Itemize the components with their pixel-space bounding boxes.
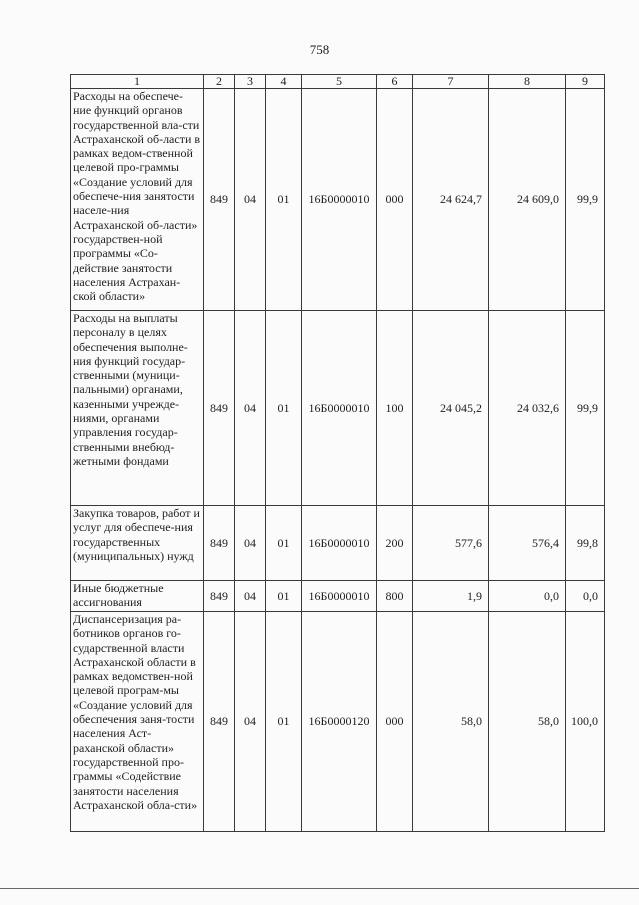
row-name: Иные бюджетные ассигнования — [71, 581, 204, 612]
row-name: Диспансеризация ра-ботников органов го-сударственной власти Астраханской области в рамках ведомствен-ной целевой програм-мы «Создание условий для обеспечения заня-тости населения Аст-раханской области» государственной про-граммы «Содействие занятости населения Астраханской обла-сти» — [71, 612, 204, 832]
cell-subsection: 01 — [266, 506, 302, 581]
cell-subsection: 01 — [266, 89, 302, 311]
row-name: Расходы на выплаты персоналу в целях обеспечения выполне-ния функций государ-ственными (муници-пальными) органами, казенными учрежде-ниями, органами управления государ-ственными внебюд-жетными фондами — [71, 311, 204, 506]
cell-actual: 24 609,0 — [489, 89, 566, 311]
table-row — [71, 89, 605, 311]
cell-subsection: 01 — [266, 612, 302, 832]
row-name: Расходы на обеспече-ние функций органов государственной вла-сти Астраханской об-ласти в рамках ведом-ственной целевой про-граммы «Создание условий для обеспече-ния занятости населе-ния Астраханской об-ласти» государствен-ной программы «Со-действие занятости населения Астрахан-ской области» — [71, 89, 204, 311]
cell-plan: 577,6 — [413, 506, 489, 581]
cell-section: 04 — [235, 89, 266, 311]
bottom-rule — [0, 888, 639, 889]
header-cell: 3 — [235, 75, 266, 89]
cell-percent: 0,0 — [566, 581, 605, 612]
cell-actual: 0,0 — [489, 581, 566, 612]
cell-admin-code: 849 — [204, 612, 235, 832]
table-row — [71, 612, 605, 832]
cell-actual: 58,0 — [489, 612, 566, 832]
cell-target-article: 16Б0000010 — [302, 506, 377, 581]
cell-admin-code: 849 — [204, 89, 235, 311]
cell-section: 04 — [235, 612, 266, 832]
header-cell: 8 — [489, 75, 566, 89]
page-number: 758 — [309, 42, 330, 57]
cell-expense-type: 000 — [377, 89, 413, 311]
cell-section: 04 — [235, 311, 266, 506]
cell-expense-type: 000 — [377, 612, 413, 832]
cell-admin-code: 849 — [204, 581, 235, 612]
cell-section: 04 — [235, 506, 266, 581]
table-row — [71, 311, 605, 506]
cell-expense-type: 100 — [377, 311, 413, 506]
cell-plan: 1,9 — [413, 581, 489, 612]
row-name: Закупка товаров, работ и услуг для обеспече-ния государственных (муниципальных) нужд — [71, 506, 204, 581]
cell-target-article: 16Б0000010 — [302, 311, 377, 506]
cell-admin-code: 849 — [204, 506, 235, 581]
budget-table — [70, 74, 605, 832]
cell-percent: 99,8 — [566, 506, 605, 581]
cell-plan: 58,0 — [413, 612, 489, 832]
cell-target-article: 16Б0000010 — [302, 581, 377, 612]
header-cell: 2 — [204, 75, 235, 89]
cell-plan: 24 045,2 — [413, 311, 489, 506]
header-cell: 5 — [302, 75, 377, 89]
cell-target-article: 16Б0000120 — [302, 612, 377, 832]
cell-expense-type: 800 — [377, 581, 413, 612]
header-row — [71, 75, 605, 89]
cell-subsection: 01 — [266, 581, 302, 612]
cell-actual: 24 032,6 — [489, 311, 566, 506]
cell-percent: 99,9 — [566, 89, 605, 311]
cell-subsection: 01 — [266, 311, 302, 506]
cell-admin-code: 849 — [204, 311, 235, 506]
cell-plan: 24 624,7 — [413, 89, 489, 311]
cell-target-article: 16Б0000010 — [302, 89, 377, 311]
cell-section: 04 — [235, 581, 266, 612]
cell-expense-type: 200 — [377, 506, 413, 581]
table-row — [71, 506, 605, 581]
table-row — [71, 581, 605, 612]
header-cell: 1 — [71, 75, 204, 89]
header-cell: 6 — [377, 75, 413, 89]
header-cell: 4 — [266, 75, 302, 89]
header-cell: 9 — [566, 75, 605, 89]
header-cell: 7 — [413, 75, 489, 89]
cell-actual: 576,4 — [489, 506, 566, 581]
cell-percent: 100,0 — [566, 612, 605, 832]
cell-percent: 99,9 — [566, 311, 605, 506]
